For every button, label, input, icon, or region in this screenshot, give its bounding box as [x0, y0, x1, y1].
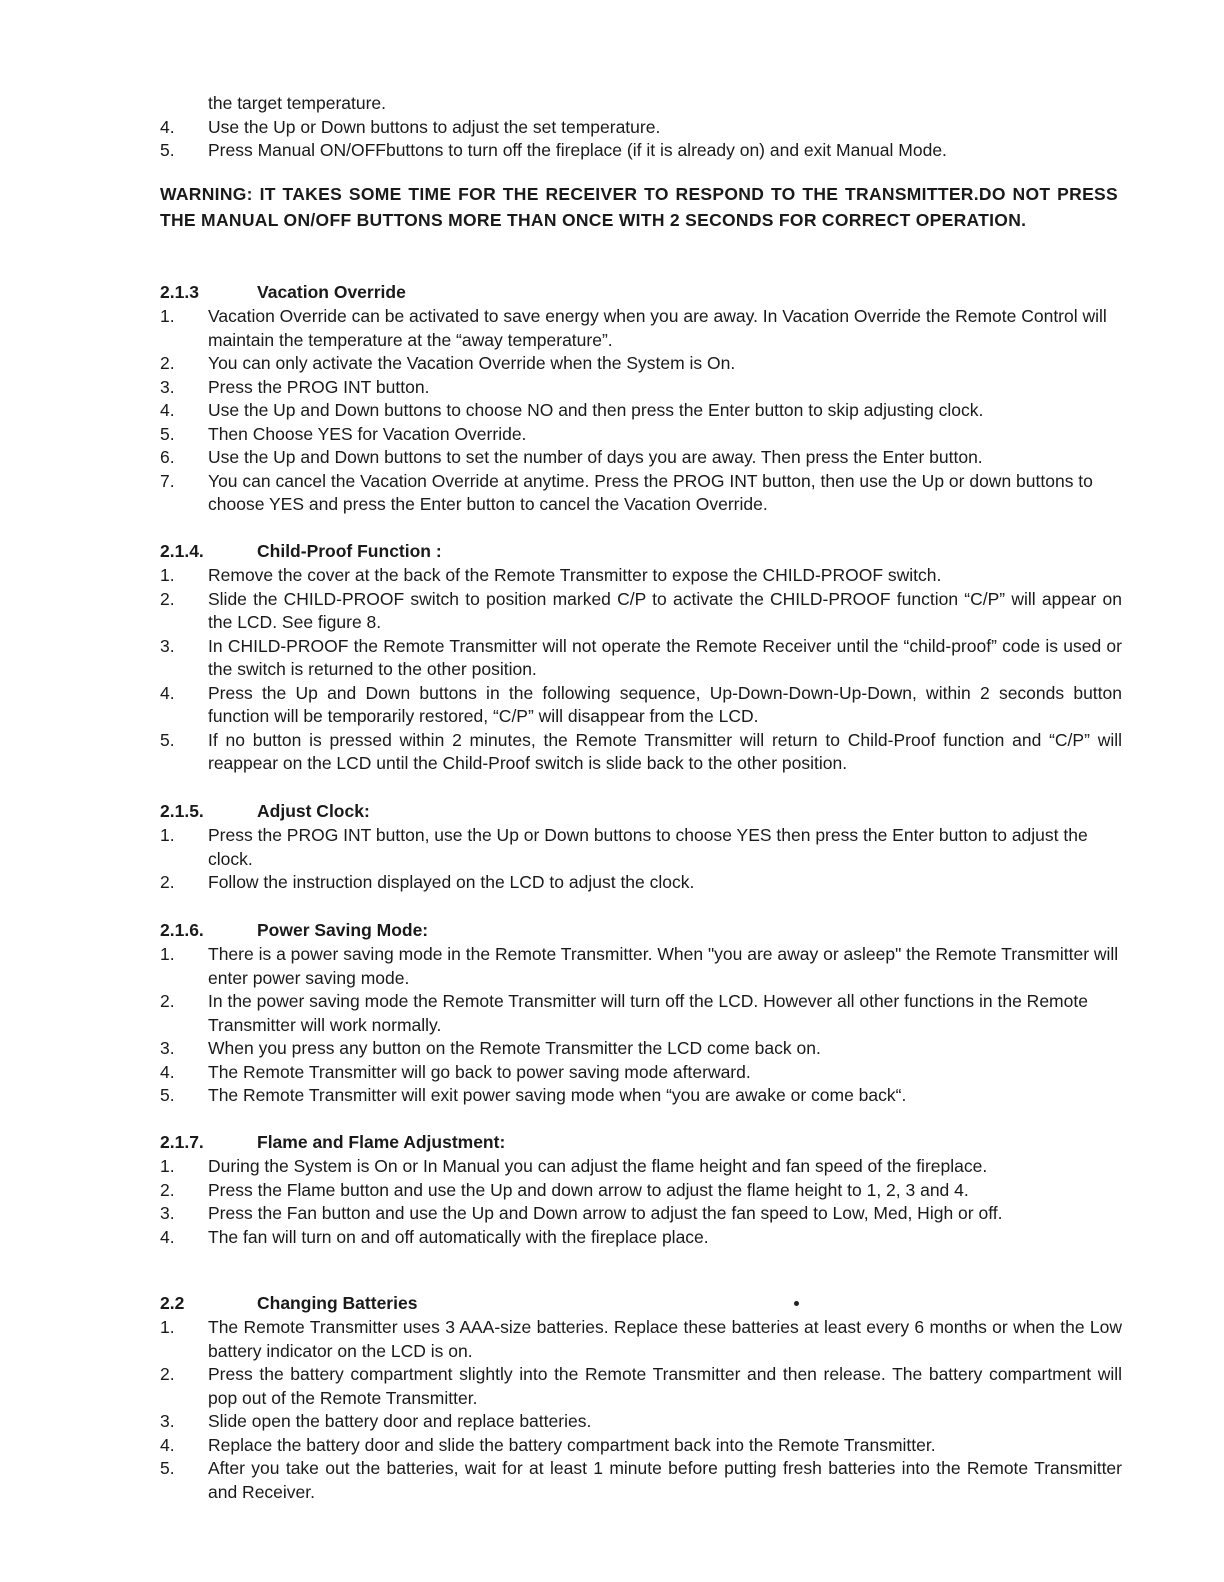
section-heading [160, 281, 1122, 305]
item-number: 5. [160, 729, 175, 750]
item-text: the target temperature. [208, 93, 387, 113]
item-text: You can cancel the Vacation Override at anytime. Press the PROG INT button, then use the Up or down buttons to choose YES and press the Enter button to cancel the Vacation Override. [208, 470, 1093, 514]
item-number: 3. [160, 635, 175, 656]
item-text: When you press any button on the Remote Transmitter the LCD come back on. [208, 1038, 821, 1058]
section-heading [160, 800, 1122, 824]
list-item [160, 470, 1122, 517]
item-number: 4. [160, 400, 175, 420]
section-number: 2.1.7. [160, 1132, 204, 1152]
item-text: Press the battery compartment slightly into the Remote Transmitter and then release. The battery compartment will pop out of the Remote Transmitter. [208, 1364, 1122, 1408]
item-text: Then Choose YES for Vacation Override. [208, 423, 527, 444]
list-item [160, 1202, 1122, 1226]
section-number: 2.1.3 [160, 282, 199, 302]
section-heading [160, 540, 1122, 564]
list-item [160, 635, 1122, 682]
section-title: Changing Batteries [257, 1293, 418, 1313]
intro-continuation [160, 92, 1120, 163]
warning-notice: WARNING: IT TAKES SOME TIME FOR THE RECEIVER TO RESPOND TO THE TRANSMITTER.DO NOT PRESS THE MANUAL ON/OFF BUTTONS MORE THAN ONCE WITH 2 SECONDS FOR CORRECT OPERATION. [160, 184, 1118, 230]
list-item [160, 990, 1122, 1037]
list-item [160, 588, 1122, 635]
list-item [160, 1179, 1122, 1203]
section-list [160, 943, 1122, 1108]
item-number: 4. [160, 682, 175, 703]
list-item [160, 943, 1122, 990]
item-text: Slide open the battery door and replace batteries. [208, 1411, 592, 1431]
item-number: 2. [160, 1179, 175, 1200]
list-item [160, 376, 1122, 400]
scan-speck [794, 1301, 799, 1306]
section-number: 2.1.4. [160, 541, 204, 561]
section-changing-batteries [160, 1292, 1122, 1504]
list-item [160, 1155, 1122, 1179]
section-list [160, 824, 1122, 895]
item-text: In CHILD-PROOF the Remote Transmitter will not operate the Remote Receiver until the “child-proof” code is used or the switch is returned to the other position. [208, 635, 1122, 679]
item-number: 1. [160, 565, 175, 585]
item-number: 1. [160, 1156, 175, 1176]
item-number: 1. [160, 306, 175, 326]
section-heading [160, 1292, 1122, 1316]
list-item [160, 824, 1122, 871]
item-text: Press the Up and Down buttons in the following sequence, Up-Down-Down-Up-Down, within 2 seconds button function will be temporarily restored, “C/P” will disappear from the LCD. [208, 682, 1122, 726]
list-item [160, 399, 1122, 423]
item-text: Press the PROG INT button. [208, 376, 430, 397]
item-text: The Remote Transmitter uses 3 AAA-size batteries. Replace these batteries at least every 6 months or when the Low battery indicator on the LCD is on. [208, 1317, 1122, 1361]
section-heading [160, 1131, 1122, 1155]
list-item [160, 1226, 1122, 1250]
item-number: 2. [160, 1364, 175, 1384]
item-text: You can only activate the Vacation Override when the System is On. [208, 353, 736, 373]
list-item [160, 564, 1122, 588]
item-number: 1. [160, 1317, 175, 1337]
section-child-proof [160, 540, 1122, 776]
list-item [160, 1316, 1122, 1363]
section-list [160, 305, 1122, 517]
item-number: 2. [160, 588, 175, 609]
section-power-saving [160, 919, 1122, 1108]
list-item [160, 305, 1122, 352]
list-item [160, 682, 1122, 729]
section-vacation-override [160, 281, 1122, 517]
list-item [160, 352, 1122, 376]
item-number: 5. [160, 140, 175, 160]
list-item [160, 1037, 1122, 1061]
item-number: 1. [160, 825, 175, 845]
item-number: 1. [160, 944, 175, 964]
item-text: After you take out the batteries, wait for at least 1 minute before putting fresh batteries into the Remote Transmitter and Receiver. [208, 1458, 1122, 1502]
item-number: 2. [160, 872, 175, 892]
item-text: Press the PROG INT button, use the Up or Down buttons to choose YES then press the Enter button to adjust the clock. [208, 825, 1088, 869]
section-flame-adjustment [160, 1131, 1122, 1249]
item-number: 3. [160, 1203, 175, 1223]
list-item [160, 92, 1120, 116]
item-text: Slide the CHILD-PROOF switch to position marked C/P to activate the CHILD-PROOF function “C/P” will appear on the LCD. See figure 8. [208, 588, 1122, 632]
item-text: There is a power saving mode in the Remote Transmitter. When "you are away or asleep" the Remote Transmitter will enter power saving mode. [208, 944, 1119, 988]
list-item [160, 1061, 1122, 1085]
section-title: Vacation Override [257, 282, 406, 302]
section-title: Power Saving Mode: [257, 920, 429, 940]
item-text: Press Manual ON/OFFbuttons to turn off the fireplace (if it is already on) and exit Manual Mode. [208, 140, 947, 160]
section-heading [160, 919, 1122, 943]
section-title: Adjust Clock: [257, 801, 370, 821]
list-item [160, 871, 1122, 895]
item-text: Use the Up and Down buttons to choose NO and then press the Enter button to skip adjusting clock. [208, 400, 984, 420]
item-number: 5. [160, 1458, 175, 1478]
item-number: 5. [160, 423, 175, 444]
list-item [160, 1434, 1122, 1458]
item-number: 2. [160, 991, 175, 1011]
item-number: 3. [160, 1038, 175, 1058]
list-item [160, 116, 1120, 140]
item-number: 3. [160, 1411, 175, 1431]
list-item [160, 139, 1120, 163]
list-item [160, 729, 1122, 776]
item-text: Use the Up and Down buttons to set the number of days you are away. Then press the Enter button. [208, 447, 983, 467]
item-number: 4. [160, 1226, 175, 1247]
section-adjust-clock [160, 800, 1122, 895]
section-list [160, 1316, 1122, 1504]
item-number: 4. [160, 1061, 175, 1082]
item-text: The Remote Transmitter will go back to power saving mode afterward. [208, 1061, 751, 1082]
list-item [160, 1084, 1122, 1108]
item-number: 5. [160, 1085, 175, 1105]
section-title: Flame and Flame Adjustment: [257, 1132, 506, 1152]
list-item [160, 1363, 1122, 1410]
item-number: 2. [160, 353, 175, 373]
item-text: Follow the instruction displayed on the LCD to adjust the clock. [208, 872, 695, 892]
intro-list [160, 92, 1120, 163]
list-item [160, 1457, 1122, 1504]
section-title: Child-Proof Function : [257, 541, 442, 561]
item-text: The Remote Transmitter will exit power saving mode when “you are awake or come back“. [208, 1085, 907, 1105]
list-item [160, 446, 1122, 470]
item-text: Use the Up or Down buttons to adjust the set temperature. [208, 116, 661, 137]
list-item [160, 1410, 1122, 1434]
list-item [160, 423, 1122, 447]
item-number: 6. [160, 447, 175, 467]
item-number: 4. [160, 116, 175, 137]
item-number: 3. [160, 376, 175, 397]
section-list [160, 564, 1122, 776]
section-number: 2.2 [160, 1293, 185, 1313]
item-text: The fan will turn on and off automatically with the fireplace place. [208, 1226, 709, 1247]
item-number: 7. [160, 470, 175, 491]
item-text: Press the Flame button and use the Up and down arrow to adjust the flame height to 1, 2, 3 and 4. [208, 1179, 969, 1200]
section-number: 2.1.6. [160, 920, 204, 940]
section-list [160, 1155, 1122, 1249]
item-text: Remove the cover at the back of the Remote Transmitter to expose the CHILD-PROOF switch. [208, 565, 942, 585]
item-number: 4. [160, 1434, 175, 1455]
item-text: Press the Fan button and use the Up and Down arrow to adjust the fan speed to Low, Med, High or off. [208, 1203, 1003, 1223]
item-text: In the power saving mode the Remote Transmitter will turn off the LCD. However all other functions in the Remote Transmitter will work normally. [208, 991, 1088, 1035]
item-text: During the System is On or In Manual you can adjust the flame height and fan speed of the fireplace. [208, 1156, 988, 1176]
item-text: Replace the battery door and slide the battery compartment back into the Remote Transmitter. [208, 1434, 936, 1455]
item-text: If no button is pressed within 2 minutes, the Remote Transmitter will return to Child-Proof function and “C/P” will reappear on the LCD until the Child-Proof switch is slide back to the other position. [208, 729, 1122, 773]
item-text: Vacation Override can be activated to save energy when you are away. In Vacation Override the Remote Control will maintain the temperature at the “away temperature”. [208, 306, 1107, 350]
section-number: 2.1.5. [160, 801, 204, 821]
